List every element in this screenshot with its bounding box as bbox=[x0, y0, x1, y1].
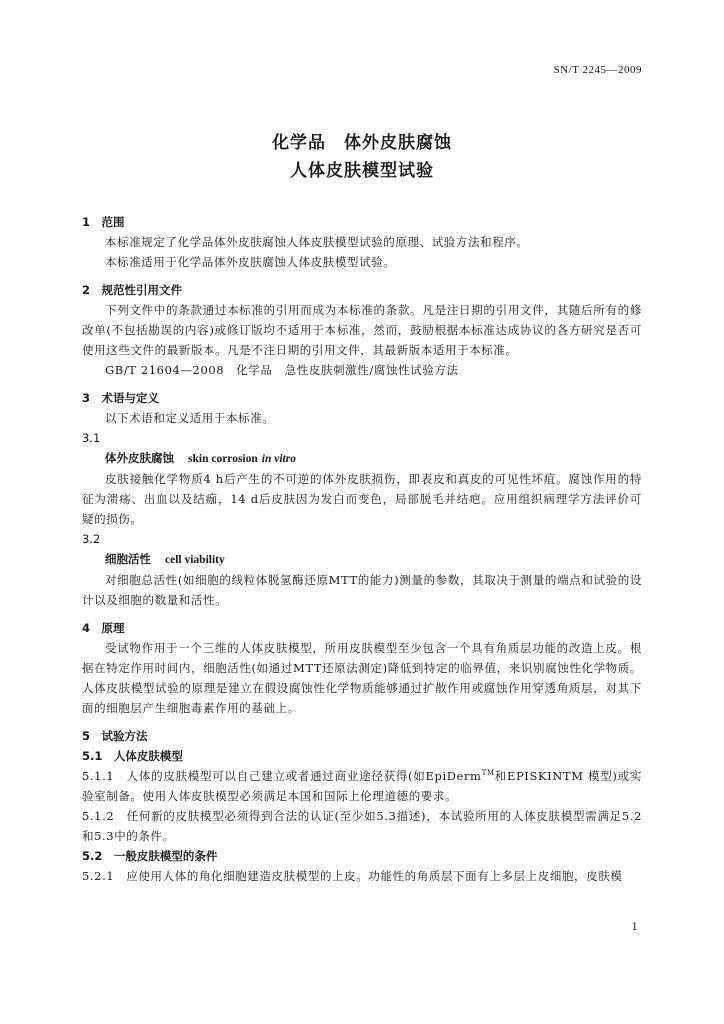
paragraph: 下列文件中的条款通过本标准的引用而成为本标准的条款。凡是注日期的引用文件，其随后所有的修改单(不包括勘误的内容)或修订版均不适用于本标准，然而，鼓励根据本标准达成协议的各方研究是否可使用这些文件的最新版本。凡是不注日期的引用文件，其最新版本适用于本标准。 bbox=[82, 303, 642, 357]
section-heading-principle: 4 原理 bbox=[82, 621, 125, 635]
section-heading-scope: 1 范围 bbox=[82, 215, 125, 229]
subsection-heading: 5.1 人体皮肤模型 bbox=[82, 749, 183, 763]
paragraph: 受试物作用于一个三维的人体皮肤模型，所用皮肤模型至少包含一个具有角质层功能的改造上皮。根据在特定作用时间内，细胞活性(如通过MTT还原法测定)降低到特定的临界值，来识别腐蚀性化学物质。人体皮肤模型试验的原理是建立在假设腐蚀性化学物质能够通过扩散作用或腐蚀作用穿透角质层，对其下面的细胞层产生细胞毒素作用的基础上。 bbox=[82, 641, 642, 715]
term-chinese: 体外皮肤腐蚀 bbox=[105, 451, 174, 465]
paragraph: 本标准适用于化学品体外皮肤腐蚀人体皮肤模型试验。 bbox=[105, 255, 396, 269]
clause-paragraph: 5.1.2 任何新的皮肤模型必须得到合法的认证(至少如5.3描述)，本试验所用的人体皮肤模型需满足5.2和5.3中的条件。 bbox=[82, 809, 642, 843]
document-body bbox=[82, 212, 642, 886]
section-heading-method: 5 试验方法 bbox=[82, 729, 148, 743]
section-heading-references: 2 规范性引用文件 bbox=[82, 283, 183, 297]
term-english-italic: in vitro bbox=[261, 453, 296, 465]
subsection-heading: 5.2 一般皮肤模型的条件 bbox=[82, 849, 218, 863]
standard-code: SN/T 2245—2009 bbox=[553, 64, 642, 76]
document-title-line1: 化学品 体外皮肤腐蚀 bbox=[272, 133, 452, 153]
section-heading-terms: 3 术语与定义 bbox=[82, 391, 160, 405]
term-english: cell viability bbox=[165, 554, 225, 566]
term-entry bbox=[82, 549, 642, 570]
document-title-line2: 人体皮肤模型试验 bbox=[290, 161, 434, 181]
clause-text: 和EPISKINTM 模型)或实验室制备。使用人体皮肤模型必须满足本国和国际上伦理道德的要求。 bbox=[82, 769, 642, 803]
definition-paragraph: 对细胞总活性(如细胞的线粒体脱氢酶还原MTT的能力)测量的参数，其取决于测量的端点和试验的设计以及细胞的数量和活性。 bbox=[82, 573, 642, 607]
paragraph: 本标准规定了化学品体外皮肤腐蚀人体皮肤模型试验的原理、试验方法和程序。 bbox=[105, 235, 529, 249]
paragraph: 以下术语和定义适用于本标准。 bbox=[105, 411, 275, 425]
clause-paragraph: 5.2.1 应使用人体的角化细胞建造皮肤模型的上皮。功能性的角质层下面有上多层上皮细胞，皮肤模 bbox=[82, 869, 623, 883]
definition-paragraph: 皮肤接触化学物质4 h后产生的不可逆的体外皮肤损伤，即表皮和真皮的可见性坏疽。腐蚀作用的特征为溃疡、出血以及结痂，14 d后皮肤因为发白而变色，局部脱毛并结疤。应用组织病理学方法评价可疑的损伤。 bbox=[82, 472, 642, 526]
clause-number: 3.2 bbox=[82, 532, 101, 546]
clause-paragraph bbox=[82, 766, 642, 806]
term-chinese: 细胞活性 bbox=[105, 552, 151, 566]
reference-item: GB/T 21604—2008 化学品 急性皮肤刺激性/腐蚀性试验方法 bbox=[105, 363, 459, 377]
trademark-superscript: TM bbox=[481, 769, 495, 778]
term-entry bbox=[82, 448, 642, 469]
clause-text: 5.1.1 人体的皮肤模型可以自己建立或者通过商业途径获得(如EpiDerm bbox=[82, 769, 482, 783]
term-english: skin corrosion bbox=[188, 453, 258, 465]
clause-number: 3.1 bbox=[82, 431, 101, 445]
page-number: 1 bbox=[631, 922, 638, 933]
